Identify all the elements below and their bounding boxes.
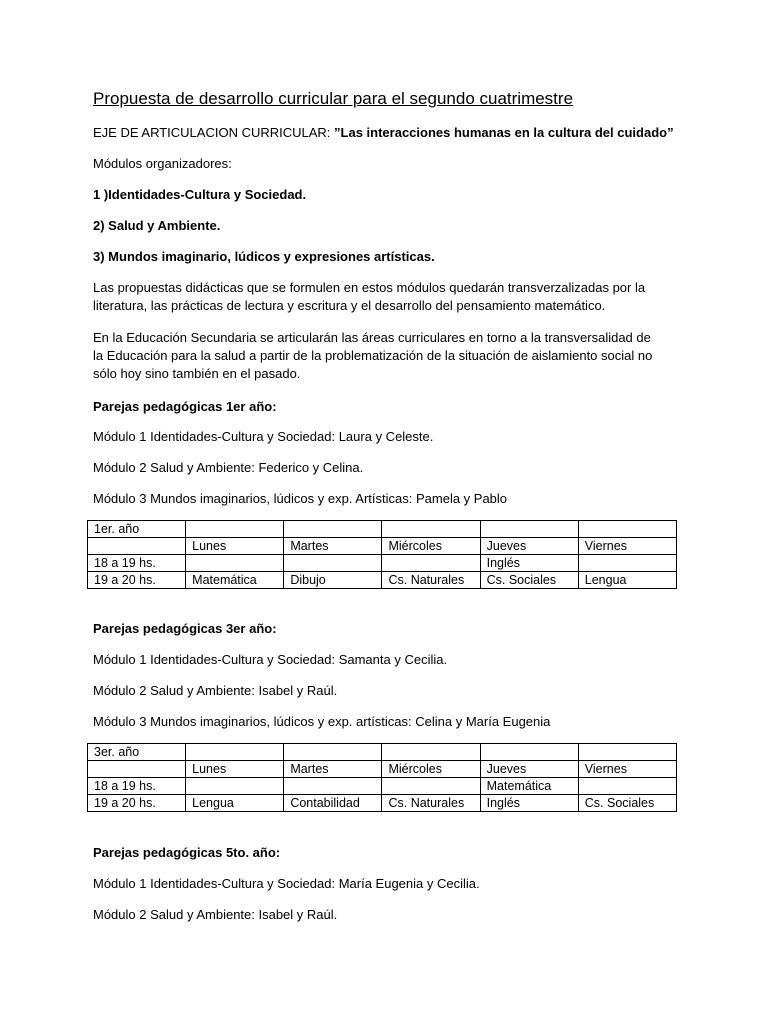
- table-cell: Lengua: [186, 795, 284, 812]
- year1-pair-line: Módulo 3 Mundos imaginarios, lúdicos y exp. Artísticas: Pamela y Pablo: [93, 491, 508, 506]
- table-row: [88, 744, 677, 761]
- table-cell: [382, 744, 480, 761]
- table-cell: [382, 778, 480, 795]
- modulos-heading: Módulos organizadores:: [93, 156, 232, 171]
- table-cell: Jueves: [480, 761, 578, 778]
- table-cell: [284, 778, 382, 795]
- table-cell: Cs. Naturales: [382, 795, 480, 812]
- table-cell: [88, 761, 186, 778]
- table-cell: 18 a 19 hs.: [88, 555, 186, 572]
- table-cell: Inglés: [480, 555, 578, 572]
- year5-pair-line: Módulo 2 Salud y Ambiente: Isabel y Raúl.: [93, 907, 338, 922]
- table-cell: [480, 744, 578, 761]
- paragraph: Las propuestas didácticas que se formulen en estos módulos quedarán transverzalizadas por la literatura, las prácticas de lectura y escritura y el desarrollo del pensamiento matemático.: [93, 280, 646, 313]
- table-row: [88, 778, 677, 795]
- table-row: [88, 521, 677, 538]
- table-cell: [480, 521, 578, 538]
- table-row: [88, 538, 677, 555]
- table-cell: [382, 521, 480, 538]
- table-cell: 3er. año: [88, 744, 186, 761]
- year1-schedule-table: [87, 520, 677, 589]
- table-cell: Viernes: [578, 538, 676, 555]
- table-cell: [578, 555, 676, 572]
- paragraph: En la Educación Secundaria se articularán las áreas curriculares en torno a la transversalidad de la Educación para la salud a partir de la problematización de la situación de aislamiento social no sólo hoy sino también en el pasado.: [93, 330, 653, 381]
- modulo-item: 2) Salud y Ambiente.: [93, 218, 221, 233]
- table-cell: 18 a 19 hs.: [88, 778, 186, 795]
- table-cell: Inglés: [480, 795, 578, 812]
- year5-heading: Parejas pedagógicas 5to. año:: [93, 845, 281, 860]
- year3-pair-line: Módulo 3 Mundos imaginarios, lúdicos y exp. artísticas: Celina y María Eugenia: [93, 714, 551, 729]
- table-cell: [186, 521, 284, 538]
- table-cell: [382, 555, 480, 572]
- table-cell: Dibujo: [284, 572, 382, 589]
- modulo-item: 1 )Identidades-Cultura y Sociedad.: [93, 187, 307, 202]
- table-cell: Matemática: [480, 778, 578, 795]
- year1-pair-line: Módulo 2 Salud y Ambiente: Federico y Celina.: [93, 460, 364, 475]
- table-cell: [284, 521, 382, 538]
- table-cell: [578, 778, 676, 795]
- year3-pair-line: Módulo 1 Identidades-Cultura y Sociedad: Samanta y Cecilia.: [93, 652, 448, 667]
- table-cell: Miércoles: [382, 538, 480, 555]
- table-cell: [578, 521, 676, 538]
- year1-heading: Parejas pedagógicas 1er año:: [93, 399, 277, 414]
- modulo-item: 3) Mundos imaginario, lúdicos y expresiones artísticas.: [93, 249, 435, 264]
- table-cell: Cs. Naturales: [382, 572, 480, 589]
- table-row: [88, 761, 677, 778]
- eje-label: EJE DE ARTICULACION CURRICULAR:: [93, 125, 335, 140]
- year3-schedule-table: [87, 743, 677, 812]
- table-cell: Lengua: [578, 572, 676, 589]
- eje-line: [93, 124, 674, 142]
- year5-pair-line: Módulo 1 Identidades-Cultura y Sociedad: María Eugenia y Cecilia.: [93, 876, 480, 891]
- table-cell: Martes: [284, 761, 382, 778]
- table-cell: [578, 744, 676, 761]
- table-cell: 19 a 20 hs.: [88, 795, 186, 812]
- table-cell: Miércoles: [382, 761, 480, 778]
- year3-pair-line: Módulo 2 Salud y Ambiente: Isabel y Raúl.: [93, 683, 338, 698]
- table-cell: Lunes: [186, 538, 284, 555]
- eje-value: ”Las interacciones humanas en la cultura del cuidado”: [334, 125, 674, 140]
- table-cell: [284, 555, 382, 572]
- table-cell: [88, 538, 186, 555]
- table-cell: [284, 744, 382, 761]
- table-cell: Viernes: [578, 761, 676, 778]
- table-cell: Martes: [284, 538, 382, 555]
- document-title: Propuesta de desarrollo curricular para el segundo cuatrimestre: [93, 89, 574, 108]
- table-cell: [186, 744, 284, 761]
- table-cell: Jueves: [480, 538, 578, 555]
- table-row: [88, 795, 677, 812]
- table-cell: Contabilidad: [284, 795, 382, 812]
- table-cell: [186, 778, 284, 795]
- table-cell: Cs. Sociales: [480, 572, 578, 589]
- table-cell: Matemática: [186, 572, 284, 589]
- year1-pair-line: Módulo 1 Identidades-Cultura y Sociedad: Laura y Celeste.: [93, 429, 434, 444]
- table-cell: [186, 555, 284, 572]
- table-row: [88, 572, 677, 589]
- table-cell: 1er. año: [88, 521, 186, 538]
- table-cell: 19 a 20 hs.: [88, 572, 186, 589]
- table-cell: Cs. Sociales: [578, 795, 676, 812]
- table-cell: Lunes: [186, 761, 284, 778]
- year3-heading: Parejas pedagógicas 3er año:: [93, 621, 277, 636]
- table-row: [88, 555, 677, 572]
